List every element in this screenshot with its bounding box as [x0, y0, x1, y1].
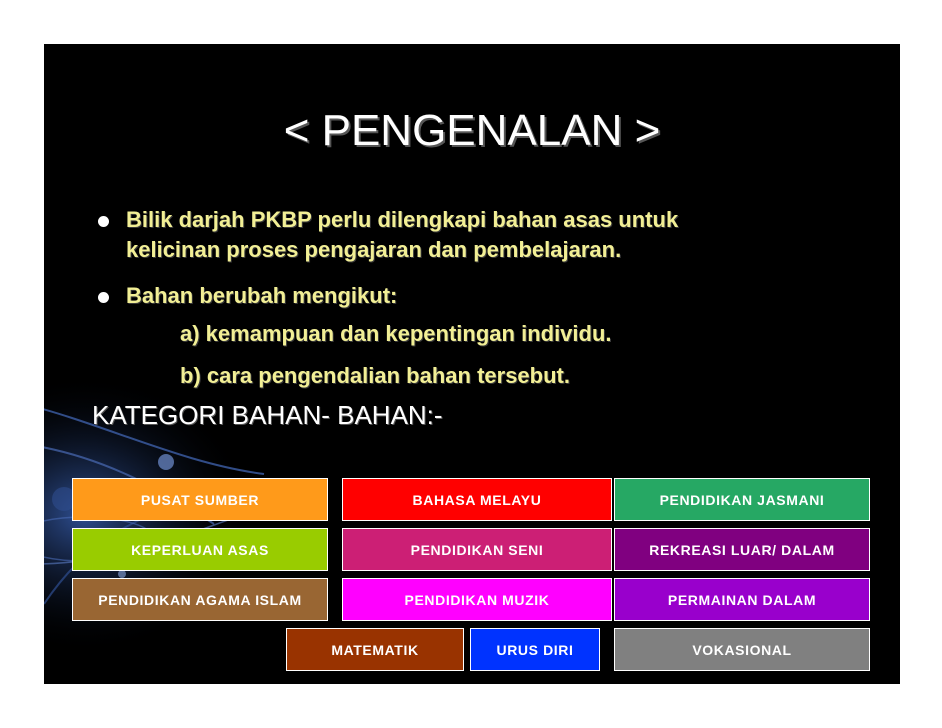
category-box: VOKASIONAL	[614, 628, 870, 671]
category-box: KEPERLUAN ASAS	[72, 528, 328, 571]
bullet-1-line-1: Bilik darjah PKBP perlu dilengkapi bahan asas untuk	[126, 207, 679, 232]
slide-title: < PENGENALAN >	[283, 106, 661, 155]
sub-item-b: b) cara pengendalian bahan tersebut.	[180, 363, 570, 388]
category-box: PUSAT SUMBER	[72, 478, 328, 521]
sub-item-a: a) kemampuan dan kepentingan individu.	[180, 321, 612, 346]
category-box: BAHASA MELAYU	[342, 478, 612, 521]
category-box: PERMAINAN DALAM	[614, 578, 870, 621]
category-heading: KATEGORI BAHAN- BAHAN:-	[92, 400, 443, 430]
category-box: REKREASI LUAR/ DALAM	[614, 528, 870, 571]
category-box: PENDIDIKAN JASMANI	[614, 478, 870, 521]
bullet-dot	[98, 292, 109, 303]
bullet-2-line-1: Bahan berubah mengikut:	[126, 283, 398, 308]
category-box: PENDIDIKAN AGAMA ISLAM	[72, 578, 328, 621]
presentation-slide	[44, 44, 900, 684]
category-box: MATEMATIK	[286, 628, 464, 671]
category-box: PENDIDIKAN MUZIK	[342, 578, 612, 621]
bullet-1-line-2: kelicinan proses pengajaran dan pembelajaran.	[126, 237, 622, 262]
bullet-dot	[98, 216, 109, 227]
category-box: PENDIDIKAN SENI	[342, 528, 612, 571]
category-box: URUS DIRI	[470, 628, 600, 671]
